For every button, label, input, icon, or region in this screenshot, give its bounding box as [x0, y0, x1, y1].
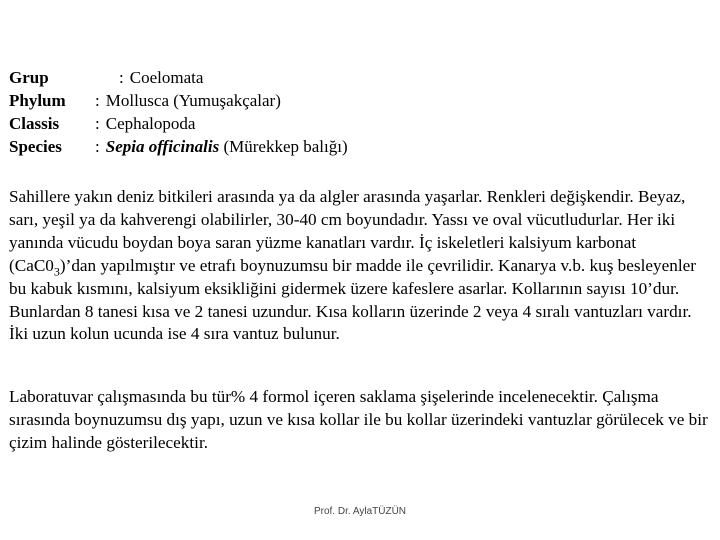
taxonomy-value: Coelomata — [129, 68, 204, 87]
description-text-part1: Sahillere yakın deniz bitkileri arasında ya da algler arasında yaşarlar. Renkleri değişkendir. Beyaz, sarı, yeşil ya da kahverengi olabilirler, 30-40 cm boyundadır. Yassı ve oval vücutludurlar. Her iki yanında vücudu boydan boya saran yüzme kanatları vardır. İç iskeletleri kalsiyum karbonat (CaC0 — [9, 187, 686, 275]
taxonomy-row-phylum — [9, 89, 348, 112]
taxonomy-separator: : — [95, 137, 100, 156]
taxonomy-key: Grup — [9, 68, 49, 87]
species-common-name: (Mürekkep balığı) — [223, 137, 348, 156]
taxonomy-value: Cephalopoda — [105, 114, 196, 133]
description-text-part2: )’dan yapılmıştır ve etrafı boynuzumsu bir madde ile çevrilidir. Kanarya v.b. kuş besleyenler bu kabuk kısmını, kalsiyum eksikliğini gidermek üzere kafeslere asarlar. Kollarının sayısı 10’dur. Bunlardan 8 tanesi kısa ve 2 tanesi uzundur. Kısa kolların üzerinde 2 veya 4 sıralı vantuzları vardır. İki uzun kolun ucunda ise 4 sıra vantuz bulunur. — [9, 255, 696, 344]
taxonomy-row-species — [9, 135, 348, 158]
taxonomy-key: Phylum — [9, 91, 66, 110]
taxonomy-row-grup — [9, 66, 348, 89]
footer-author: Prof. Dr. AylaTÜZÜN — [313, 506, 407, 517]
taxonomy-separator: : — [119, 68, 124, 87]
lab-instructions-paragraph: Laboratuvar çalışmasında bu tür% 4 formol içeren saklama şişelerinde incelenecektir. Çalışma sırasında boynuzumsu dış yapı, uzun ve kısa kollar ile bu kollar üzerindeki vantuzlar görülecek ve bir çizim halinde gösterilecektir. — [9, 387, 708, 452]
description-paragraph — [9, 186, 714, 346]
taxonomy-separator: : — [95, 114, 100, 133]
taxonomy-block — [9, 66, 348, 158]
formula-subscript: 3 — [53, 264, 60, 279]
taxonomy-value: Mollusca (Yumuşakçalar) — [105, 91, 281, 110]
taxonomy-key: Species — [9, 137, 62, 156]
taxonomy-row-classis — [9, 112, 348, 135]
species-scientific-name: Sepia officinalis — [105, 137, 220, 156]
taxonomy-key: Classis — [9, 114, 60, 133]
taxonomy-separator: : — [95, 91, 100, 110]
